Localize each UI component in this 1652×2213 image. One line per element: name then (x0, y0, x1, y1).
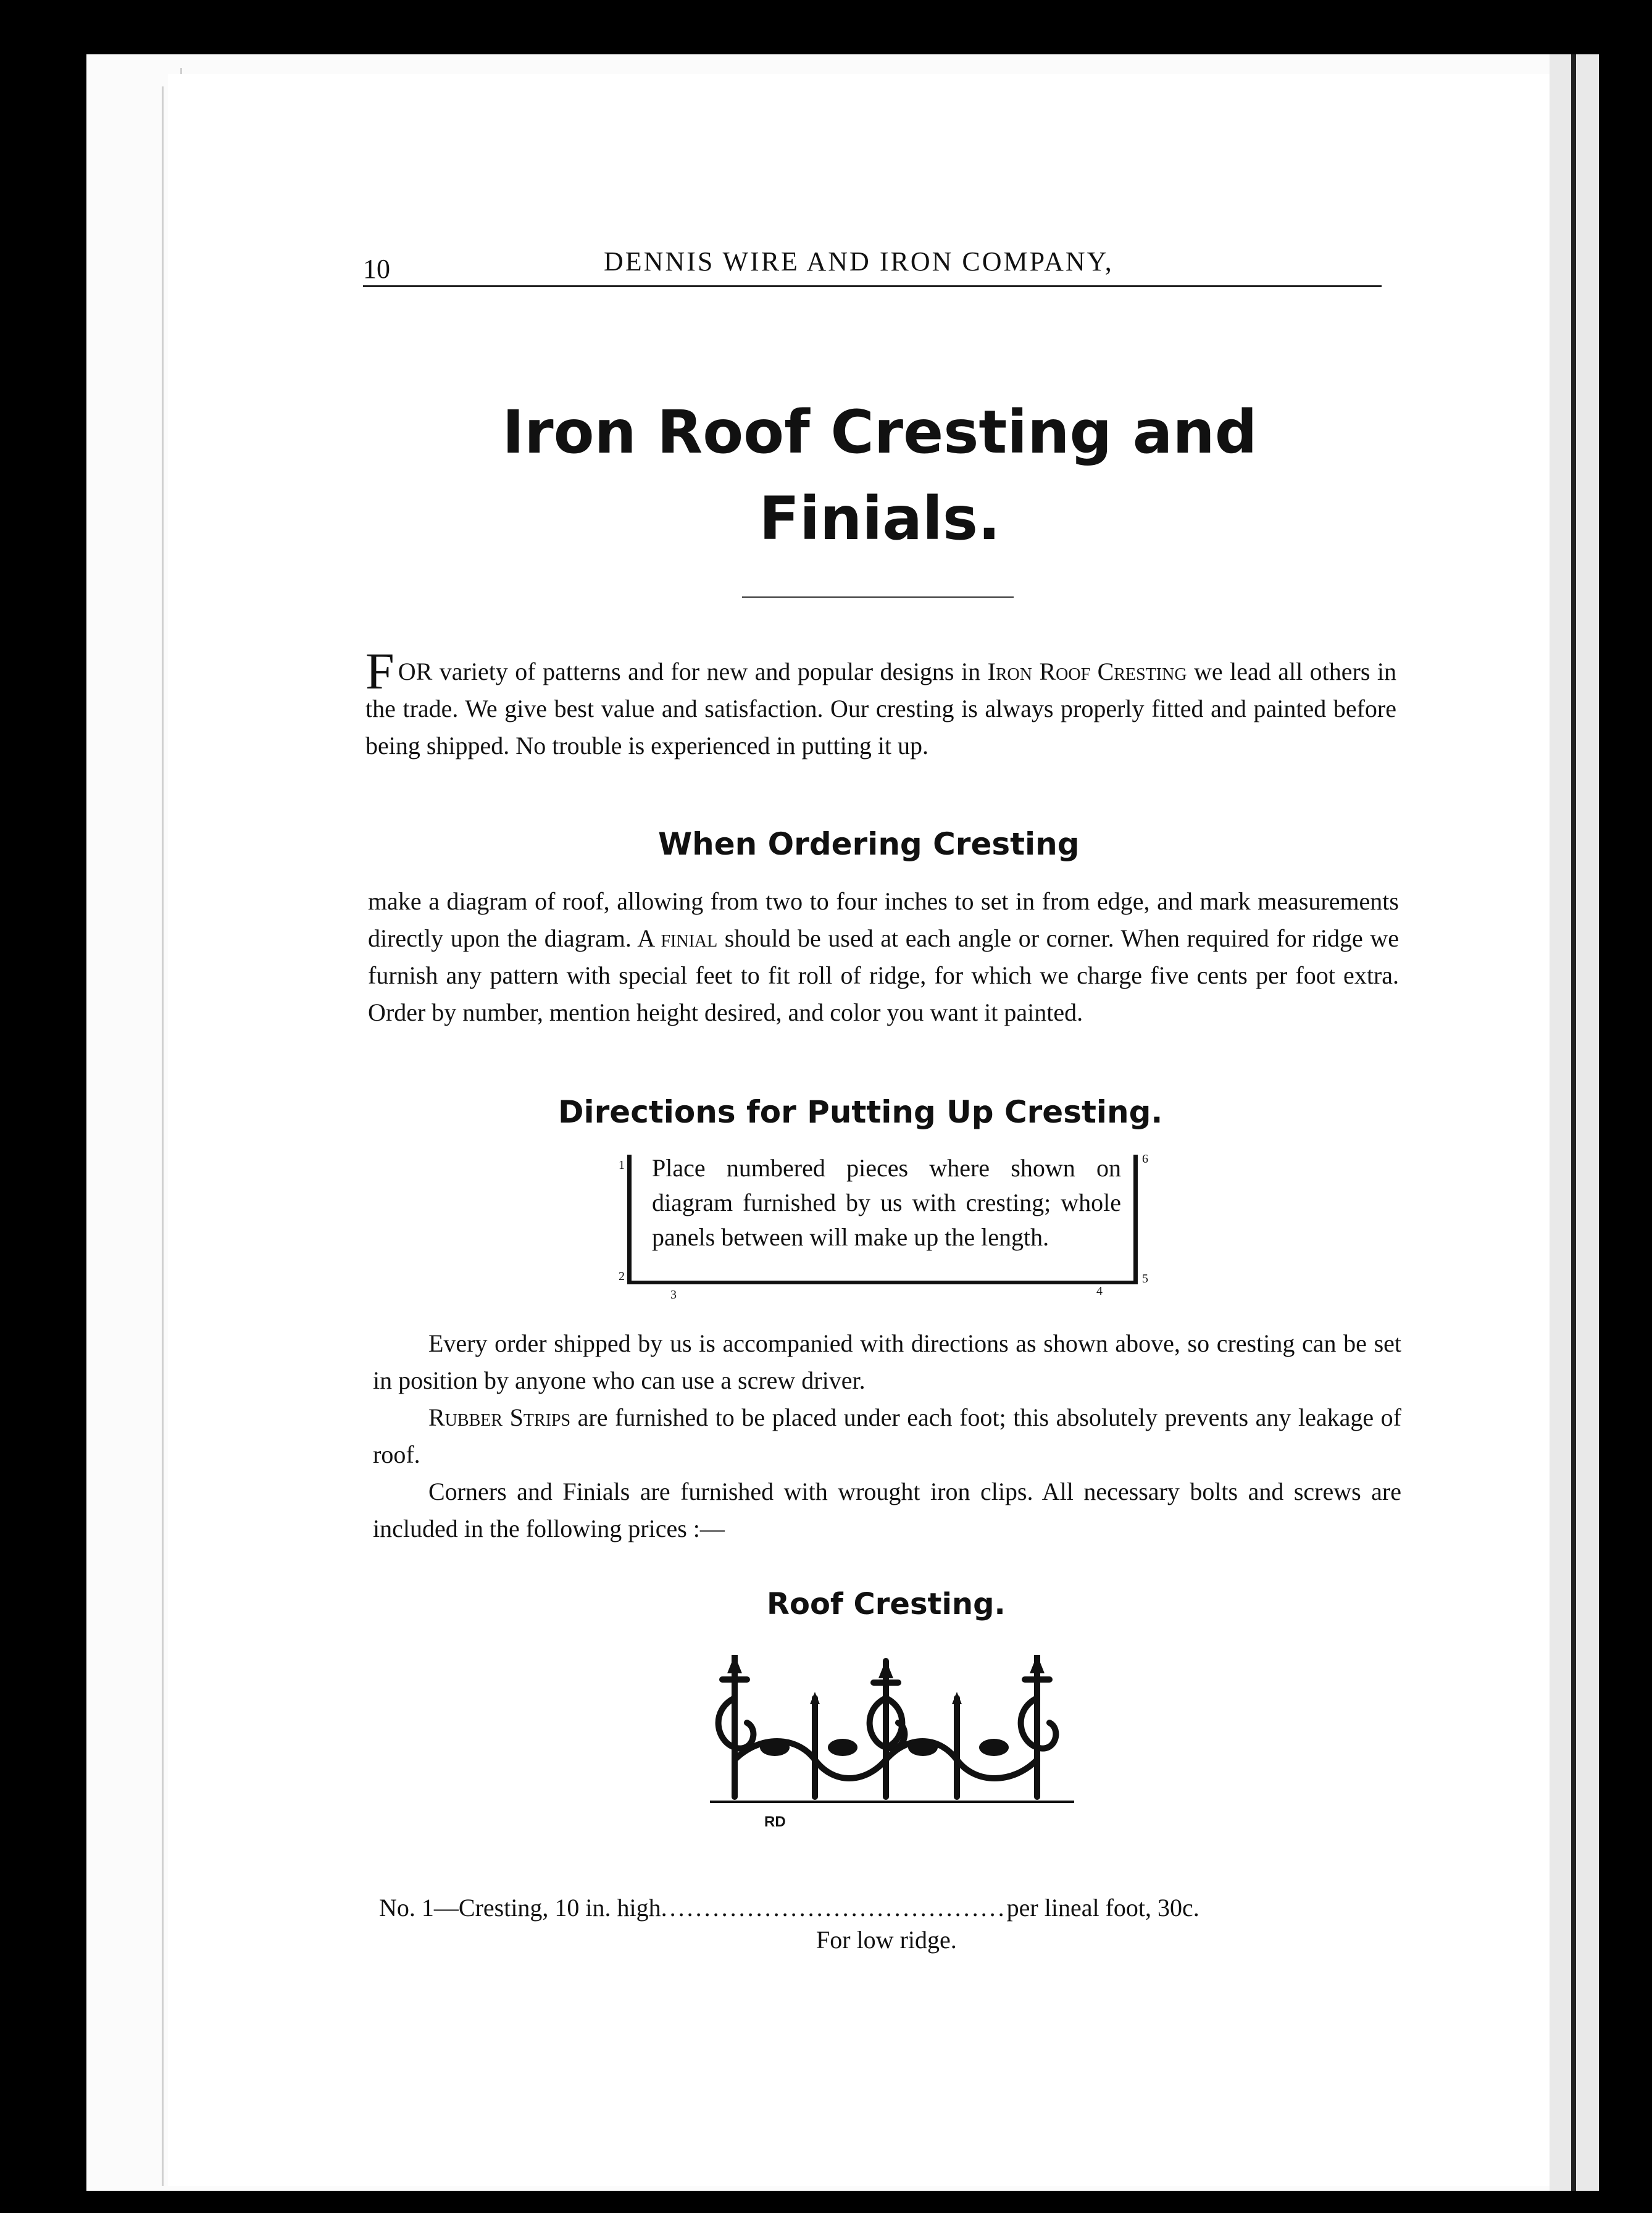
cresting-image (710, 1655, 1074, 1834)
title-rule (742, 596, 1014, 598)
item-price: per lineal foot, 30c. (1006, 1894, 1199, 1922)
page-edge (162, 86, 164, 2186)
title-line-2: Finials. (759, 484, 1001, 553)
item-note: For low ridge. (816, 1926, 957, 1954)
intro-smallcaps: Iron Roof Cresting (987, 658, 1187, 685)
ordering-heading: When Ordering Cresting (658, 826, 1080, 862)
item-label: No. 1—Cresting, 10 in. high (379, 1894, 661, 1922)
roof-cresting-heading: Roof Cresting. (767, 1587, 1006, 1621)
drop-cap: F (365, 643, 394, 700)
diagram-bottom-bar (627, 1281, 1138, 1284)
image-caption: RD (764, 1813, 786, 1830)
diagram-number: 6 (1142, 1152, 1148, 1166)
order-note-2 (373, 1399, 1401, 1473)
directions-heading: Directions for Putting Up Cresting. (558, 1094, 1163, 1130)
order-note-1: Every order shipped by us is accompanied with directions as shown above, so cresting can be set in position by anyone who can use a screw driver. (373, 1329, 1401, 1394)
order-note-3: Corners and Finials are furnished with wrought iron clips. All necessary bolts and screws are included in the following prices :— (373, 1478, 1401, 1542)
ordering-text-b: should be used at each angle or corner. When required for ridge we furnish any pattern with special feet to fit roll of ridge, for which we charge five cents per foot extra. Order by number, mention height desired, and color you want it painted. (368, 924, 1400, 1026)
order-note-2-text: are furnished to be placed under each foot; this absolutely prevents any leakage of roof. (373, 1404, 1401, 1468)
diagram-right-bar (1133, 1155, 1138, 1284)
ordering-paragraph (368, 883, 1399, 1031)
intro-paragraph (365, 643, 1397, 764)
cresting-illustration (710, 1655, 1074, 1834)
diagram-number: 1 (619, 1158, 625, 1172)
diagram-number: 4 (1096, 1284, 1103, 1298)
title-line-1: Iron Roof Cresting and (502, 398, 1258, 467)
ordering-smallcaps: finial (661, 924, 718, 952)
rubber-strips: Rubber Strips (428, 1404, 571, 1431)
diagram-text: Place numbered pieces where shown on diagram furnished by us with cresting; whole panels between will make up the length. (652, 1154, 1121, 1251)
item-dots: ........................................ (661, 1894, 1007, 1922)
order-notes (373, 1325, 1401, 1547)
price-line (379, 1893, 1410, 1922)
diagram-number: 2 (619, 1270, 625, 1283)
header-rule (363, 285, 1382, 287)
intro-text-a: OR variety of patterns and for new and popular designs in (398, 658, 988, 685)
diagram-number: 3 (670, 1288, 677, 1302)
binding-shadow (1571, 54, 1576, 2191)
page-number: 10 (363, 254, 390, 284)
running-title: DENNIS WIRE AND IRON COMPANY, (604, 246, 1114, 277)
diagram-left-bar (627, 1155, 632, 1284)
ordering-text-a: make a diagram of roof, allowing from two to four inches to set in from edge, and mark measurements directly upon the diagram. A (368, 887, 1399, 952)
intro-text-b: we lead all others in the trade. We give best value and satisfaction. Our cresting is always properly fitted and painted before being shipped. No trouble is experienced in putting it up. (365, 658, 1397, 759)
cresting-diagram (619, 1151, 1148, 1302)
page-title (432, 389, 1327, 562)
diagram-number: 5 (1142, 1272, 1148, 1286)
